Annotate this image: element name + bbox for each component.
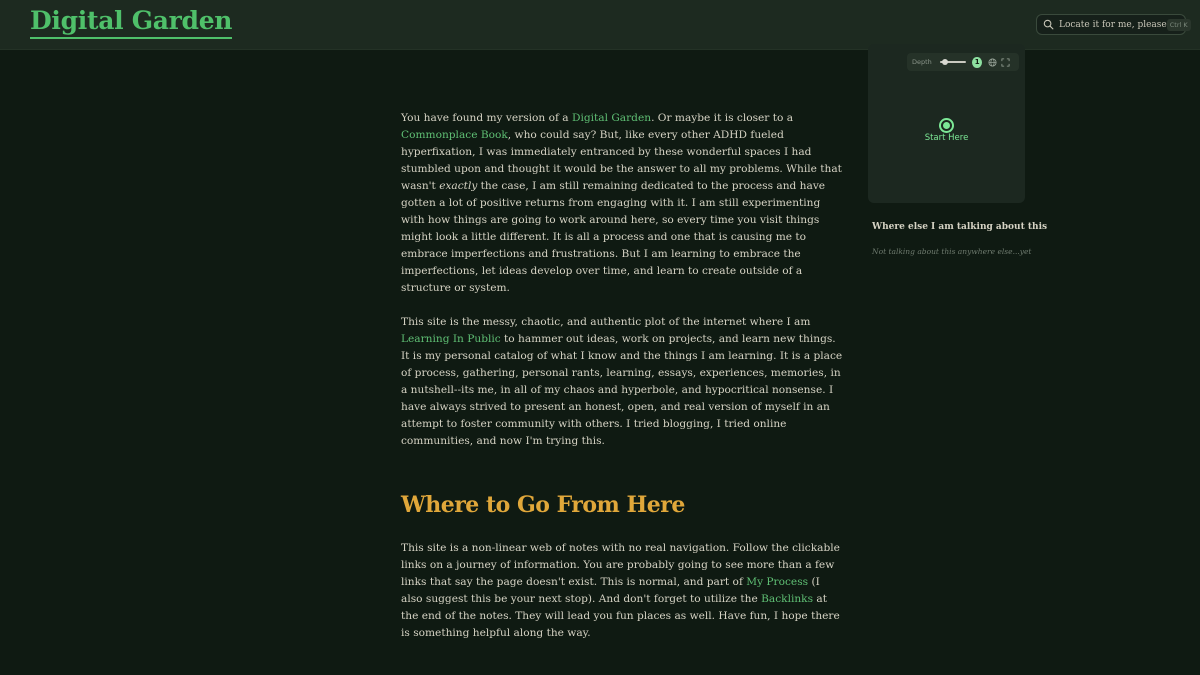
link-my-process[interactable]: My Process: [746, 576, 809, 588]
text-run: at the end of the notes. They will lead you fun places as well. Have fun, I hope there is something helpful along the way.: [401, 593, 840, 639]
link-digital-garden[interactable]: Digital Garden: [571, 112, 652, 124]
link-learning-in-public[interactable]: Learning In Public: [401, 333, 501, 345]
text-run: This site is a non-linear web of notes with no real navigation. Follow the clickable links on a journey of information. You are probably going to see more than a few links that say the page doesn't exist. This is normal, and part of: [401, 542, 840, 588]
site-title-link[interactable]: Digital Garden: [30, 6, 232, 39]
section-heading: Where to Go From Here: [401, 492, 685, 518]
globe-icon[interactable]: [988, 58, 997, 67]
emphasis-text: exactly: [439, 180, 478, 192]
about-paragraph: [401, 314, 843, 450]
depth-slider[interactable]: [940, 61, 966, 63]
depth-value-badge: 1: [972, 57, 982, 68]
text-run: This site is the messy, chaotic, and authentic plot of the internet where I am: [401, 316, 811, 328]
link-commonplace-book[interactable]: Commonplace Book: [401, 129, 508, 141]
text-run: the case, I am still remaining dedicated to the process and have gotten a lot of positive returns from engaging with it. I am still experimenting with how things are going to work around here, so every time you visit things might look a little different. It is all a process and one that is causing me to embrace imperfections and frustrations. But I am learning to embrace the imperfections, let ideas develop over time, and learn to create outside of a structure or system.: [401, 180, 826, 294]
text-run: to hammer out ideas, work on projects, and learn new things. It is my personal catalog of what I know and the things I am learning. It is a place of process, gathering, personal rants, learning, essays, experiences, memories, in a nutshell--its me, in all of my chaos and hyperbole, and hypocritical nonsense. I have always strived to present an honest, open, and real version of myself in an attempt to foster community with others. I tried blogging, I tried online communities, and now I'm trying this.: [401, 333, 843, 447]
depth-slider-thumb[interactable]: [942, 59, 948, 65]
graph-node-label[interactable]: Start Here: [924, 133, 969, 143]
text-run: You have found my version of a: [401, 112, 572, 124]
navigation-paragraph: [401, 540, 843, 642]
site-header: [0, 0, 1200, 50]
search-box[interactable]: [1036, 14, 1186, 35]
article-body: [401, 110, 843, 659]
graph-node-start-here[interactable]: [939, 118, 954, 133]
text-run: , who could say? But, like every other ADHD fueled hyperfixation, I was immediately entranced by these wonderful spaces I had stumbled upon and thought it would be the answer to all my problems. While that wasn't: [401, 129, 842, 192]
expand-icon[interactable]: [1001, 58, 1010, 67]
backlinks-empty-message: Not talking about this anywhere else...yet: [872, 247, 1032, 256]
graph-controls: [907, 53, 1019, 71]
search-icon: [1043, 19, 1054, 30]
search-shortcut-badge: Ctrl K: [1167, 19, 1191, 31]
text-run: (I also suggest this be your next stop). And don't forget to utilize the: [401, 576, 820, 605]
link-backlinks[interactable]: Backlinks: [761, 593, 814, 605]
depth-label: Depth: [912, 58, 932, 66]
intro-paragraph: [401, 110, 843, 297]
text-run: . Or maybe it is closer to a: [651, 112, 794, 124]
graph-view[interactable]: [868, 44, 1025, 203]
search-placeholder: Locate it for me, please: [1059, 19, 1167, 30]
backlinks-heading: Where else I am talking about this: [872, 222, 1048, 232]
